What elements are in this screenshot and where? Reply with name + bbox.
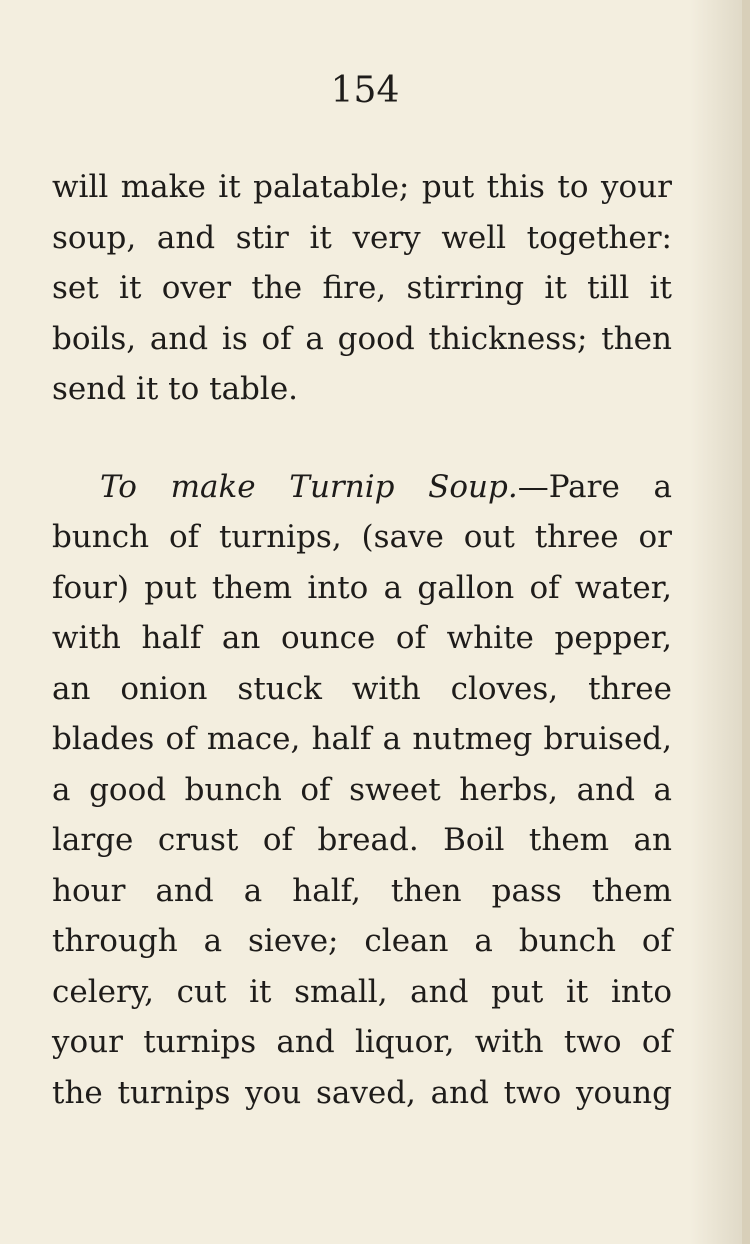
- recipe-first-line-text: —Pare a: [517, 468, 672, 505]
- paragraph-gap: [52, 415, 672, 462]
- text-line: a good bunch of sweet herbs, and a: [52, 771, 672, 808]
- text-line: four) put them into a gallon of water,: [52, 569, 672, 606]
- text-line: an onion stuck with cloves, three: [52, 670, 672, 707]
- text-line: with half an ounce of white pepper,: [52, 620, 672, 656]
- page-edge: [742, 0, 750, 1244]
- body-text: [52, 162, 672, 1118]
- text-line: set it over the fire, stirring it till it: [52, 270, 672, 306]
- recipe-heading: To make Turnip Soup.: [100, 468, 518, 505]
- text-line: send it to table.: [52, 371, 299, 407]
- text-line: celery, cut it small, and put it into: [52, 973, 672, 1010]
- text-line: the turnips you saved, and two young: [52, 1074, 672, 1111]
- text-line: boils, and is of a good thickness; then: [52, 320, 672, 357]
- recipe-heading-line: [52, 462, 672, 513]
- text-line: large crust of bread. Boil them an: [52, 822, 672, 858]
- text-line: will make it palatable; put this to your: [52, 169, 672, 205]
- text-line: your turnips and liquor, with two of: [52, 1024, 672, 1060]
- page-gutter-shadow: [690, 0, 750, 1244]
- text-line: soup, and stir it very well together:: [52, 219, 672, 256]
- text-line: blades of mace, half a nutmeg bruised,: [52, 721, 672, 757]
- page-number: 154: [330, 70, 400, 111]
- text-line: bunch of turnips, (save out three or: [52, 519, 672, 555]
- text-line: hour and a half, then pass them: [52, 872, 672, 909]
- text-line: through a sieve; clean a bunch of: [52, 923, 672, 959]
